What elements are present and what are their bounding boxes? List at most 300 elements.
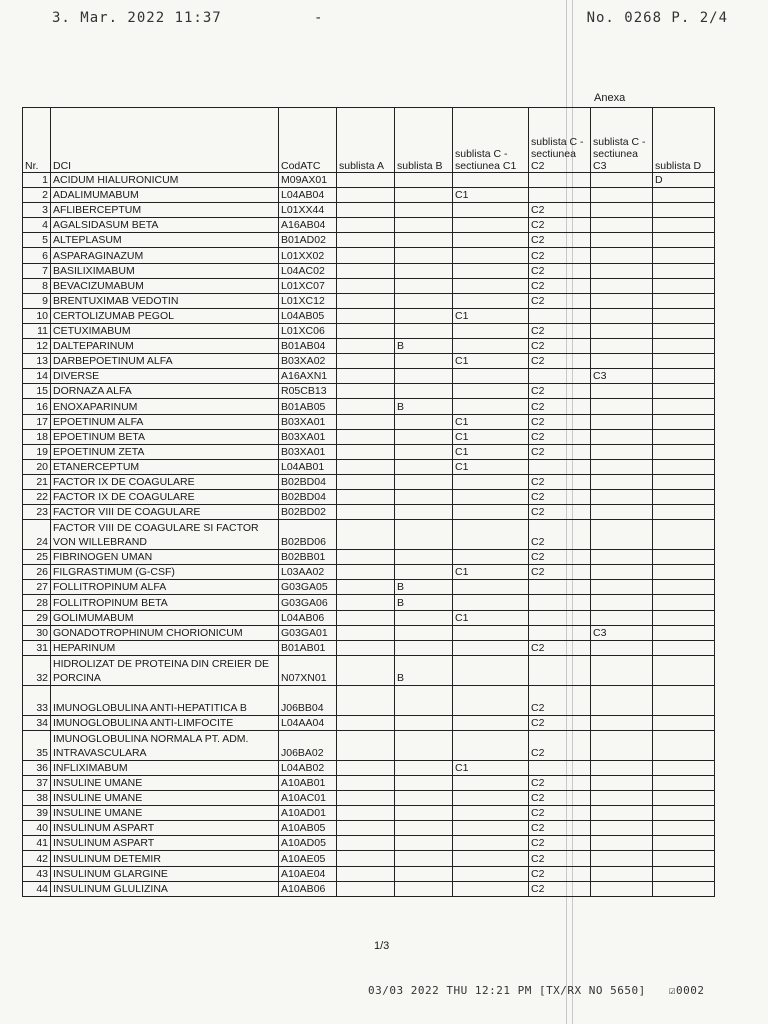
sublista-d-cell	[653, 474, 715, 489]
sublista-d-cell	[653, 730, 715, 760]
sublista-c1-cell	[453, 791, 529, 806]
sublista-c2-cell: C2	[529, 821, 591, 836]
sublista-c1-cell	[453, 520, 529, 550]
sublista-b-cell	[395, 610, 453, 625]
sublista-c2-cell	[529, 188, 591, 203]
sublista-c3-cell	[591, 339, 653, 354]
atc-code: L04AB02	[279, 760, 337, 775]
sublista-b-cell: B	[395, 655, 453, 685]
sublista-c3-cell: C3	[591, 625, 653, 640]
sublista-c2-cell: C2	[529, 489, 591, 504]
sublista-b-cell	[395, 218, 453, 233]
sublista-b-cell	[395, 369, 453, 384]
sublista-d-cell	[653, 505, 715, 520]
sublista-b-cell	[395, 715, 453, 730]
sublista-c1-cell	[453, 384, 529, 399]
sublista-d-cell	[653, 414, 715, 429]
sublista-a-cell	[337, 323, 395, 338]
row-number: 31	[23, 640, 51, 655]
table-row	[23, 520, 715, 550]
atc-code: L04AB05	[279, 308, 337, 323]
sublista-b-cell	[395, 263, 453, 278]
sublista-c1-cell	[453, 821, 529, 836]
atc-code: A10AD01	[279, 806, 337, 821]
sublista-b-cell	[395, 730, 453, 760]
row-number: 14	[23, 369, 51, 384]
sublista-d-cell	[653, 444, 715, 459]
sublista-c2-cell: C2	[529, 429, 591, 444]
sublista-c3-cell	[591, 263, 653, 278]
sublista-a-cell	[337, 580, 395, 595]
sublista-c1-cell	[453, 505, 529, 520]
sublista-c3-cell	[591, 791, 653, 806]
dci-name: INSULINUM ASPART	[51, 836, 279, 851]
atc-code: G03GA05	[279, 580, 337, 595]
atc-code: B03XA01	[279, 444, 337, 459]
sublista-c1-cell	[453, 248, 529, 263]
sublista-c2-cell: C2	[529, 836, 591, 851]
sublista-d-cell	[653, 293, 715, 308]
sublista-c2-cell: C2	[529, 263, 591, 278]
sublista-a-cell	[337, 625, 395, 640]
dci-name: ADALIMUMABUM	[51, 188, 279, 203]
dci-name: DALTEPARINUM	[51, 339, 279, 354]
sublista-d-cell	[653, 354, 715, 369]
atc-code: B01AB04	[279, 339, 337, 354]
sublista-c1-cell	[453, 369, 529, 384]
sublista-a-cell	[337, 520, 395, 550]
sublista-c1-cell	[453, 881, 529, 896]
table-row	[23, 595, 715, 610]
sublista-a-cell	[337, 399, 395, 414]
sublista-c1-cell	[453, 278, 529, 293]
sublista-c1-cell: C1	[453, 459, 529, 474]
sublista-d-cell	[653, 625, 715, 640]
sublista-a-cell	[337, 339, 395, 354]
sublista-d-cell	[653, 821, 715, 836]
dci-name: AGALSIDASUM BETA	[51, 218, 279, 233]
table-row	[23, 323, 715, 338]
col-header-sublista-a: sublista A	[337, 108, 395, 173]
dci-name: EPOETINUM ZETA	[51, 444, 279, 459]
sublista-c3-cell	[591, 836, 653, 851]
sublista-c1-cell	[453, 550, 529, 565]
table-row	[23, 188, 715, 203]
table-row	[23, 866, 715, 881]
table-row	[23, 308, 715, 323]
table-row	[23, 459, 715, 474]
dci-name: DARBEPOETINUM ALFA	[51, 354, 279, 369]
sublista-b-cell	[395, 474, 453, 489]
table-row	[23, 821, 715, 836]
dci-name: IMUNOGLOBULINA ANTI-LIMFOCITE	[51, 715, 279, 730]
fax-header	[52, 10, 728, 32]
sublista-c2-cell	[529, 580, 591, 595]
sublista-b-cell: B	[395, 580, 453, 595]
sublista-c2-cell: C2	[529, 505, 591, 520]
sublista-b-cell	[395, 776, 453, 791]
table-row	[23, 369, 715, 384]
sublista-c2-cell	[529, 369, 591, 384]
sublista-a-cell	[337, 806, 395, 821]
sublista-d-cell	[653, 369, 715, 384]
atc-code: B01AD02	[279, 233, 337, 248]
sublista-c1-cell	[453, 203, 529, 218]
sublista-c1-cell: C1	[453, 308, 529, 323]
atc-code: R05CB13	[279, 384, 337, 399]
sublista-c2-cell: C2	[529, 399, 591, 414]
atc-code: B01AB01	[279, 640, 337, 655]
sublista-c3-cell	[591, 655, 653, 685]
sublista-a-cell	[337, 565, 395, 580]
table-row	[23, 354, 715, 369]
table-row	[23, 806, 715, 821]
dci-name: DIVERSE	[51, 369, 279, 384]
atc-code: L01XC06	[279, 323, 337, 338]
sublista-d-cell	[653, 188, 715, 203]
sublista-c3-cell	[591, 429, 653, 444]
sublista-d-cell	[653, 776, 715, 791]
sublista-c3-cell	[591, 188, 653, 203]
dci-name: BRENTUXIMAB VEDOTIN	[51, 293, 279, 308]
row-number: 15	[23, 384, 51, 399]
sublista-c1-cell	[453, 218, 529, 233]
row-number: 20	[23, 459, 51, 474]
table-row	[23, 655, 715, 685]
row-number: 11	[23, 323, 51, 338]
atc-code: B02BD04	[279, 474, 337, 489]
col-header-sublista-c2: sublista C - sectiunea C2	[529, 108, 591, 173]
sublista-c1-cell: C1	[453, 429, 529, 444]
sublista-d-cell	[653, 806, 715, 821]
row-number: 33	[23, 685, 51, 715]
table-row	[23, 580, 715, 595]
sublista-d-cell: D	[653, 173, 715, 188]
atc-code: J06BA02	[279, 730, 337, 760]
row-number: 16	[23, 399, 51, 414]
sublista-c3-cell	[591, 520, 653, 550]
sublista-b-cell	[395, 278, 453, 293]
sublista-c3-cell	[591, 203, 653, 218]
sublista-c3-cell	[591, 459, 653, 474]
sublista-a-cell	[337, 263, 395, 278]
sublista-c3-cell	[591, 384, 653, 399]
table-row	[23, 610, 715, 625]
dci-name: FACTOR VIII DE COAGULARE SI FACTOR VON WILLEBRAND	[51, 520, 279, 550]
sublista-c3-cell	[591, 308, 653, 323]
table-row	[23, 248, 715, 263]
sublista-a-cell	[337, 188, 395, 203]
sublista-d-cell	[653, 760, 715, 775]
sublista-a-cell	[337, 444, 395, 459]
row-number: 29	[23, 610, 51, 625]
atc-code: A10AB01	[279, 776, 337, 791]
col-header-sublista-b: sublista B	[395, 108, 453, 173]
sublista-c2-cell: C2	[529, 550, 591, 565]
sublista-d-cell	[653, 384, 715, 399]
sublista-a-cell	[337, 278, 395, 293]
atc-code: B03XA02	[279, 354, 337, 369]
sublista-c3-cell	[591, 806, 653, 821]
sublista-c2-cell: C2	[529, 203, 591, 218]
row-number: 17	[23, 414, 51, 429]
table-row	[23, 881, 715, 896]
row-number: 21	[23, 474, 51, 489]
sublista-c1-cell: C1	[453, 444, 529, 459]
sublista-b-cell	[395, 203, 453, 218]
row-number: 9	[23, 293, 51, 308]
sublista-a-cell	[337, 505, 395, 520]
dci-name: EPOETINUM ALFA	[51, 414, 279, 429]
sublista-b-cell	[395, 173, 453, 188]
fax-dash: -	[314, 10, 323, 26]
sublista-c2-cell: C2	[529, 293, 591, 308]
sublista-c2-cell: C2	[529, 384, 591, 399]
sublista-c3-cell	[591, 278, 653, 293]
sublista-c3-cell	[591, 776, 653, 791]
sublista-b-cell	[395, 565, 453, 580]
sublista-c3-cell: C3	[591, 369, 653, 384]
sublista-c2-cell: C2	[529, 323, 591, 338]
table-row	[23, 203, 715, 218]
row-number: 7	[23, 263, 51, 278]
table-row	[23, 429, 715, 444]
sublista-c3-cell	[591, 293, 653, 308]
row-number: 40	[23, 821, 51, 836]
row-number: 24	[23, 520, 51, 550]
sublista-a-cell	[337, 218, 395, 233]
atc-code: L01XX44	[279, 203, 337, 218]
col-header-codatc: CodATC	[279, 108, 337, 173]
atc-code: L01XX02	[279, 248, 337, 263]
sublista-b-cell	[395, 881, 453, 896]
sublista-b-cell	[395, 233, 453, 248]
atc-code: L04AB06	[279, 610, 337, 625]
dci-name: INFLIXIMABUM	[51, 760, 279, 775]
sublista-c2-cell: C2	[529, 248, 591, 263]
sublista-a-cell	[337, 791, 395, 806]
col-header-sublista-c3: sublista C - sectiunea C3	[591, 108, 653, 173]
sublista-c3-cell	[591, 550, 653, 565]
sublista-c2-cell: C2	[529, 218, 591, 233]
sublista-d-cell	[653, 489, 715, 504]
row-number: 22	[23, 489, 51, 504]
sublista-c2-cell: C2	[529, 685, 591, 715]
sublista-d-cell	[653, 866, 715, 881]
sublista-c3-cell	[591, 715, 653, 730]
sublista-c2-cell	[529, 173, 591, 188]
atc-code: B02BD06	[279, 520, 337, 550]
atc-code: A16AXN1	[279, 369, 337, 384]
sublista-b-cell	[395, 293, 453, 308]
table-row	[23, 760, 715, 775]
sublista-b-cell	[395, 308, 453, 323]
row-number: 2	[23, 188, 51, 203]
fax-datetime: 3. Mar. 2022 11:37	[52, 10, 222, 26]
page-number: 1/3	[374, 940, 390, 952]
row-number: 32	[23, 655, 51, 685]
sublista-a-cell	[337, 595, 395, 610]
sublista-d-cell	[653, 565, 715, 580]
row-number: 18	[23, 429, 51, 444]
table-row	[23, 444, 715, 459]
sublista-b-cell	[395, 806, 453, 821]
row-number: 3	[23, 203, 51, 218]
sublista-d-cell	[653, 339, 715, 354]
atc-code: A16AB04	[279, 218, 337, 233]
sublista-c1-cell	[453, 489, 529, 504]
sublista-c3-cell	[591, 640, 653, 655]
sublista-c1-cell	[453, 625, 529, 640]
sublista-c2-cell: C2	[529, 444, 591, 459]
col-header-nr: Nr.	[23, 108, 51, 173]
table-row	[23, 263, 715, 278]
sublista-a-cell	[337, 414, 395, 429]
sublista-d-cell	[653, 429, 715, 444]
sublista-c3-cell	[591, 354, 653, 369]
sublista-a-cell	[337, 308, 395, 323]
table-row	[23, 278, 715, 293]
fax-page-info: No. 0268 P. 2/4	[586, 10, 728, 26]
sublista-d-cell	[653, 655, 715, 685]
table-row	[23, 399, 715, 414]
table-row	[23, 233, 715, 248]
sublista-c1-cell	[453, 293, 529, 308]
table-row	[23, 565, 715, 580]
sublista-c3-cell	[591, 233, 653, 248]
dci-name: ENOXAPARINUM	[51, 399, 279, 414]
sublista-b-cell	[395, 248, 453, 263]
dci-name: ASPARAGINAZUM	[51, 248, 279, 263]
sublista-b-cell	[395, 444, 453, 459]
sublista-d-cell	[653, 263, 715, 278]
table-row	[23, 791, 715, 806]
sublista-b-cell	[395, 685, 453, 715]
row-number: 25	[23, 550, 51, 565]
dci-name: FACTOR IX DE COAGULARE	[51, 489, 279, 504]
sublista-a-cell	[337, 821, 395, 836]
sublista-c1-cell	[453, 173, 529, 188]
dci-name: FOLLITROPINUM ALFA	[51, 580, 279, 595]
atc-code: G03GA06	[279, 595, 337, 610]
row-number: 39	[23, 806, 51, 821]
dci-name: ACIDUM HIALURONICUM	[51, 173, 279, 188]
sublista-c1-cell	[453, 836, 529, 851]
sublista-c1-cell	[453, 776, 529, 791]
sublista-c1-cell	[453, 339, 529, 354]
sublista-a-cell	[337, 429, 395, 444]
sublista-b-cell: B	[395, 595, 453, 610]
atc-code: L01XC12	[279, 293, 337, 308]
dci-name: EPOETINUM BETA	[51, 429, 279, 444]
sublista-b-cell	[395, 459, 453, 474]
sublista-c2-cell: C2	[529, 715, 591, 730]
sublista-c2-cell: C2	[529, 730, 591, 760]
sublista-a-cell	[337, 836, 395, 851]
sublista-d-cell	[653, 550, 715, 565]
dci-name: CERTOLIZUMAB PEGOL	[51, 308, 279, 323]
sublista-d-cell	[653, 595, 715, 610]
table-row	[23, 339, 715, 354]
row-number: 8	[23, 278, 51, 293]
table-row	[23, 836, 715, 851]
atc-code: A10AC01	[279, 791, 337, 806]
col-header-dci: DCI	[51, 108, 279, 173]
sublista-c3-cell	[591, 323, 653, 338]
dci-table	[22, 107, 715, 897]
sublista-c3-cell	[591, 414, 653, 429]
sublista-d-cell	[653, 685, 715, 715]
row-number: 37	[23, 776, 51, 791]
table-row	[23, 640, 715, 655]
row-number: 35	[23, 730, 51, 760]
fax-footer-count: ☑0002	[668, 984, 705, 997]
sublista-d-cell	[653, 459, 715, 474]
sublista-c1-cell	[453, 806, 529, 821]
row-number: 44	[23, 881, 51, 896]
atc-code: B03XA01	[279, 414, 337, 429]
atc-code: L04AC02	[279, 263, 337, 278]
dci-name: FACTOR VIII DE COAGULARE	[51, 505, 279, 520]
sublista-d-cell	[653, 323, 715, 338]
sublista-d-cell	[653, 791, 715, 806]
sublista-c1-cell	[453, 580, 529, 595]
atc-code: L01XC07	[279, 278, 337, 293]
atc-code: L04AB04	[279, 188, 337, 203]
sublista-c1-cell: C1	[453, 760, 529, 775]
atc-code: A10AE04	[279, 866, 337, 881]
row-number: 13	[23, 354, 51, 369]
atc-code: L04AB01	[279, 459, 337, 474]
col-header-sublista-d: sublista D	[653, 108, 715, 173]
atc-code: A10AE05	[279, 851, 337, 866]
col-header-sublista-c1: sublista C - sectiunea C1	[453, 108, 529, 173]
row-number: 26	[23, 565, 51, 580]
sublista-c2-cell	[529, 610, 591, 625]
sublista-c1-cell	[453, 866, 529, 881]
sublista-c3-cell	[591, 685, 653, 715]
sublista-c1-cell	[453, 263, 529, 278]
table-row	[23, 218, 715, 233]
sublista-c1-cell	[453, 655, 529, 685]
table-row	[23, 851, 715, 866]
sublista-d-cell	[653, 248, 715, 263]
table-header-row	[23, 108, 715, 173]
sublista-c1-cell	[453, 323, 529, 338]
table-row	[23, 550, 715, 565]
sublista-c1-cell	[453, 233, 529, 248]
sublista-a-cell	[337, 550, 395, 565]
dci-name: FOLLITROPINUM BETA	[51, 595, 279, 610]
sublista-d-cell	[653, 715, 715, 730]
row-number: 12	[23, 339, 51, 354]
sublista-c3-cell	[591, 444, 653, 459]
dci-name: BASILIXIMABUM	[51, 263, 279, 278]
sublista-a-cell	[337, 730, 395, 760]
sublista-c2-cell: C2	[529, 866, 591, 881]
dci-name: INSULINUM DETEMIR	[51, 851, 279, 866]
sublista-c1-cell: C1	[453, 565, 529, 580]
dci-name: AFLIBERCEPTUM	[51, 203, 279, 218]
sublista-c3-cell	[591, 851, 653, 866]
sublista-d-cell	[653, 610, 715, 625]
sublista-b-cell	[395, 414, 453, 429]
sublista-c2-cell: C2	[529, 565, 591, 580]
row-number: 36	[23, 760, 51, 775]
dci-name: HEPARINUM	[51, 640, 279, 655]
dci-name: GOLIMUMABUM	[51, 610, 279, 625]
dci-name: FACTOR IX DE COAGULARE	[51, 474, 279, 489]
